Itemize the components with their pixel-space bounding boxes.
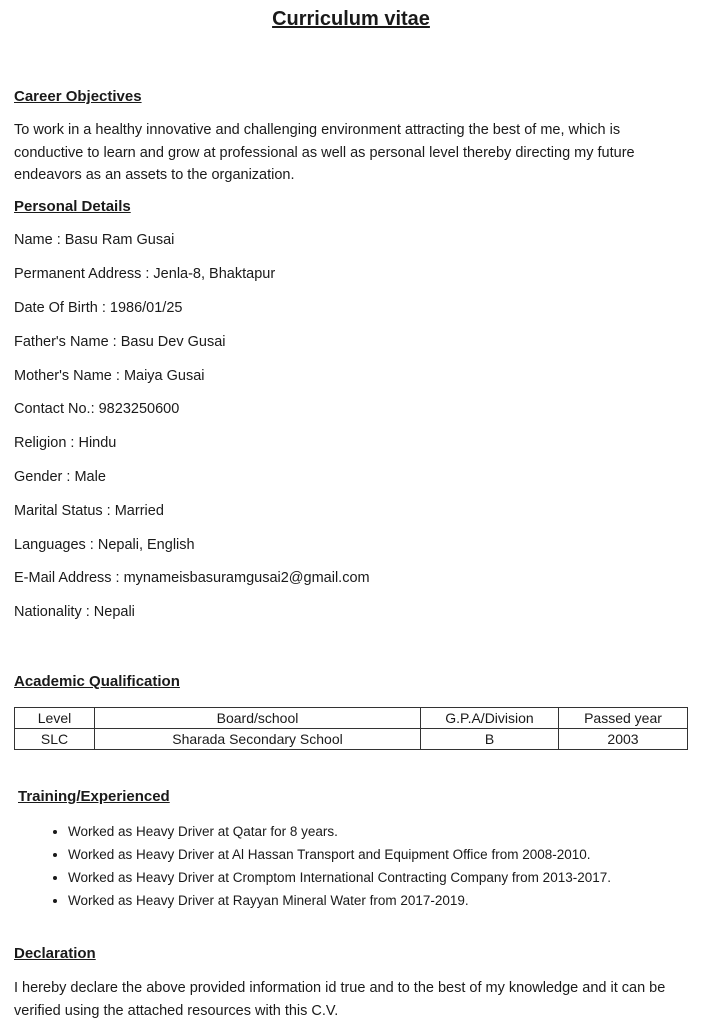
detail-name: Name : Basu Ram Gusai — [14, 232, 175, 248]
training-experience-heading: Training/Experienced — [18, 788, 170, 805]
cell-level: SLC — [15, 729, 95, 750]
column-header-board-school: Board/school — [95, 708, 421, 729]
training-experience-list — [40, 820, 611, 912]
document-title: Curriculum vitae — [272, 8, 430, 30]
career-objectives-heading: Career Objectives — [14, 88, 142, 105]
column-header-level: Level — [15, 708, 95, 729]
list-item: • Worked as Heavy Driver at Qatar for 8 years. — [68, 820, 611, 843]
academic-qualification-heading: Academic Qualification — [14, 673, 180, 690]
cell-board-school: Sharada Secondary School — [95, 729, 421, 750]
detail-permanent-address: Permanent Address : Jenla-8, Bhaktapur — [14, 266, 276, 282]
table-row — [15, 729, 688, 750]
academic-qualification-table — [14, 707, 688, 750]
detail-marital-status: Marital Status : Married — [14, 503, 164, 519]
cell-gpa-division: B — [421, 729, 559, 750]
personal-details-heading: Personal Details — [14, 198, 131, 215]
cell-passed-year: 2003 — [559, 729, 688, 750]
list-item: • Worked as Heavy Driver at Al Hassan Transport and Equipment Office from 2008-2010. — [68, 843, 611, 866]
detail-date-of-birth: Date Of Birth : 1986/01/25 — [14, 300, 183, 316]
detail-nationality: Nationality : Nepali — [14, 604, 135, 620]
declaration-text: I hereby declare the above provided information id true and to the best of my knowledge and it can be verified using the attached resources with this C.V. — [14, 980, 666, 1019]
table-header-row — [15, 708, 688, 729]
detail-contact-number: Contact No.: 9823250600 — [14, 401, 180, 417]
column-header-gpa-division: G.P.A/Division — [421, 708, 559, 729]
list-item: • Worked as Heavy Driver at Rayyan Mineral Water from 2017-2019. — [68, 889, 611, 912]
detail-gender: Gender : Male — [14, 469, 106, 485]
detail-fathers-name: Father's Name : Basu Dev Gusai — [14, 334, 226, 350]
detail-mothers-name: Mother's Name : Maiya Gusai — [14, 368, 205, 384]
list-item: • Worked as Heavy Driver at Cromptom International Contracting Company from 2013-2017. — [68, 866, 611, 889]
declaration-heading: Declaration — [14, 945, 96, 962]
career-objectives-text: To work in a healthy innovative and challenging environment attracting the best of me, which is conductive to learn and grow at professional as well as personal level thereby directing my future endeavors as an assets to the organization. — [14, 122, 635, 183]
detail-email-address: E-Mail Address : mynameisbasuramgusai2@gmail.com — [14, 570, 370, 586]
detail-languages: Languages : Nepali, English — [14, 537, 195, 553]
detail-religion: Religion : Hindu — [14, 435, 117, 451]
column-header-passed-year: Passed year — [559, 708, 688, 729]
